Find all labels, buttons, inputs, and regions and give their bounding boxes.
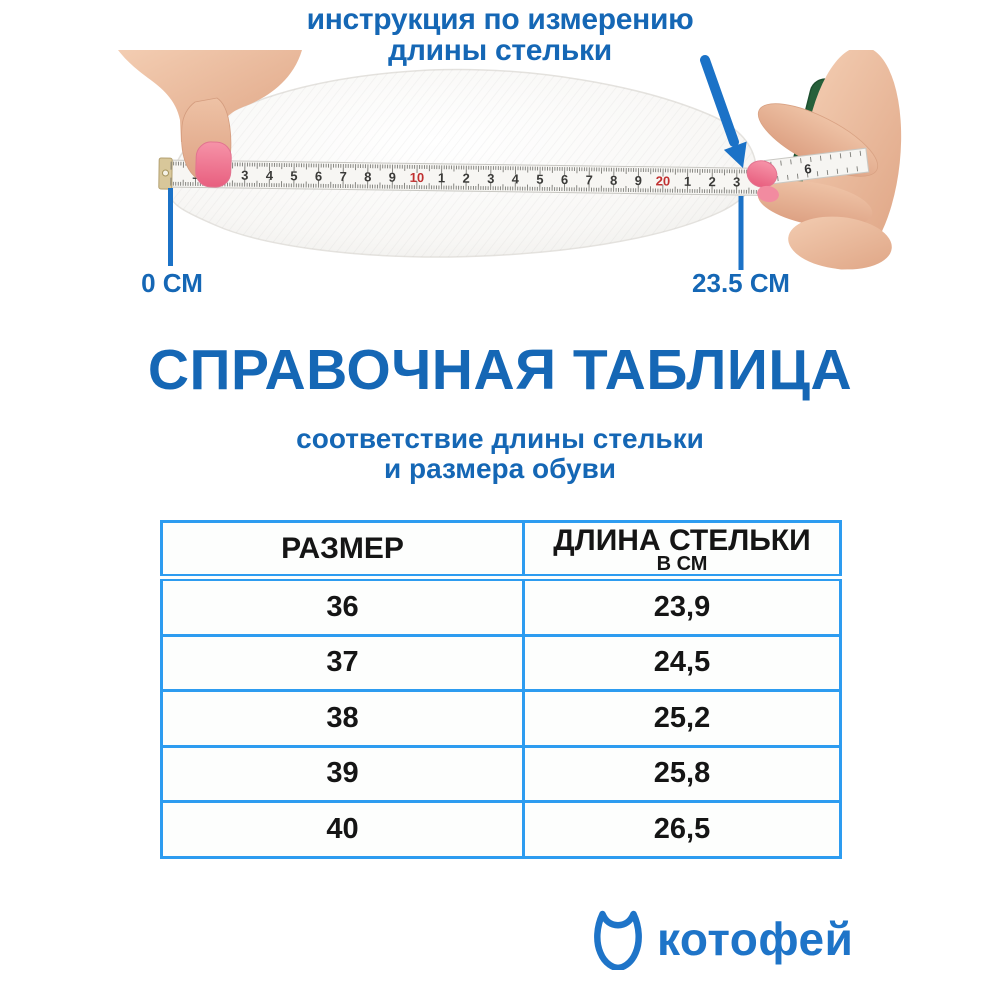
brand-name: котофей [657, 913, 854, 965]
svg-text:2: 2 [708, 174, 716, 190]
table-row [162, 635, 841, 691]
column-header-length-unit: В СМ [656, 553, 708, 575]
column-header-length-line1: ДЛИНА СТЕЛЬКИ [553, 524, 811, 557]
instruction-title-line1: инструкция по измерению [306, 3, 694, 36]
size-cell: 39 [162, 746, 524, 802]
brand-logo [592, 908, 853, 970]
svg-text:8: 8 [364, 169, 372, 185]
reference-table-title: СПРАВОЧНАЯ ТАБЛИЦА [147, 338, 853, 402]
table-row [162, 746, 841, 802]
svg-text:4: 4 [265, 167, 274, 184]
svg-text:20: 20 [655, 173, 671, 189]
column-header-length [524, 522, 841, 578]
table-row [162, 691, 841, 747]
right-hand-photo [744, 50, 912, 274]
svg-text:8: 8 [610, 172, 618, 188]
table-row [162, 578, 841, 636]
length-cell: 26,5 [524, 802, 841, 858]
size-table [160, 520, 842, 859]
svg-text:3: 3 [487, 170, 495, 187]
svg-text:7: 7 [585, 172, 593, 188]
size-table-body [162, 578, 841, 858]
cat-icon [592, 908, 644, 970]
tape-tail-number: 6 [803, 160, 813, 177]
svg-text:9: 9 [634, 173, 643, 189]
instruction-title [0, 4, 1000, 66]
start-measure-label: 0 СМ [141, 268, 203, 298]
svg-text:1: 1 [683, 173, 692, 189]
svg-text:9: 9 [388, 169, 397, 185]
svg-text:3: 3 [241, 167, 249, 183]
reference-subtitle-line2: и размера обуви [384, 453, 616, 484]
length-cell: 23,9 [524, 578, 841, 636]
svg-text:7: 7 [339, 168, 347, 185]
length-cell: 25,2 [524, 691, 841, 747]
reference-subtitle-line1: соответствие длины стельки [296, 423, 704, 454]
size-cell: 37 [162, 635, 524, 691]
length-cell: 24,5 [524, 635, 841, 691]
svg-text:5: 5 [536, 171, 544, 187]
size-cell: 36 [162, 578, 524, 636]
reference-table-subtitle [0, 424, 1000, 484]
size-cell: 40 [162, 802, 524, 858]
svg-text:6: 6 [560, 172, 569, 188]
left-fingernail [195, 141, 232, 187]
svg-text:10: 10 [409, 169, 425, 186]
length-cell: 25,8 [524, 746, 841, 802]
column-header-size: РАЗМЕР [162, 522, 524, 578]
svg-text:3: 3 [733, 174, 741, 190]
svg-text:6: 6 [314, 168, 323, 184]
size-table-header-row [162, 522, 841, 578]
end-measure-label: 23.5 СМ [692, 268, 790, 298]
size-cell: 38 [162, 691, 524, 747]
instruction-title-line2: длины стельки [388, 34, 612, 67]
svg-text:5: 5 [290, 168, 298, 184]
measurement-photo [0, 50, 1000, 300]
svg-text:2: 2 [462, 170, 470, 186]
svg-text:1: 1 [437, 170, 446, 186]
svg-text:4: 4 [511, 171, 520, 187]
table-row [162, 802, 841, 858]
